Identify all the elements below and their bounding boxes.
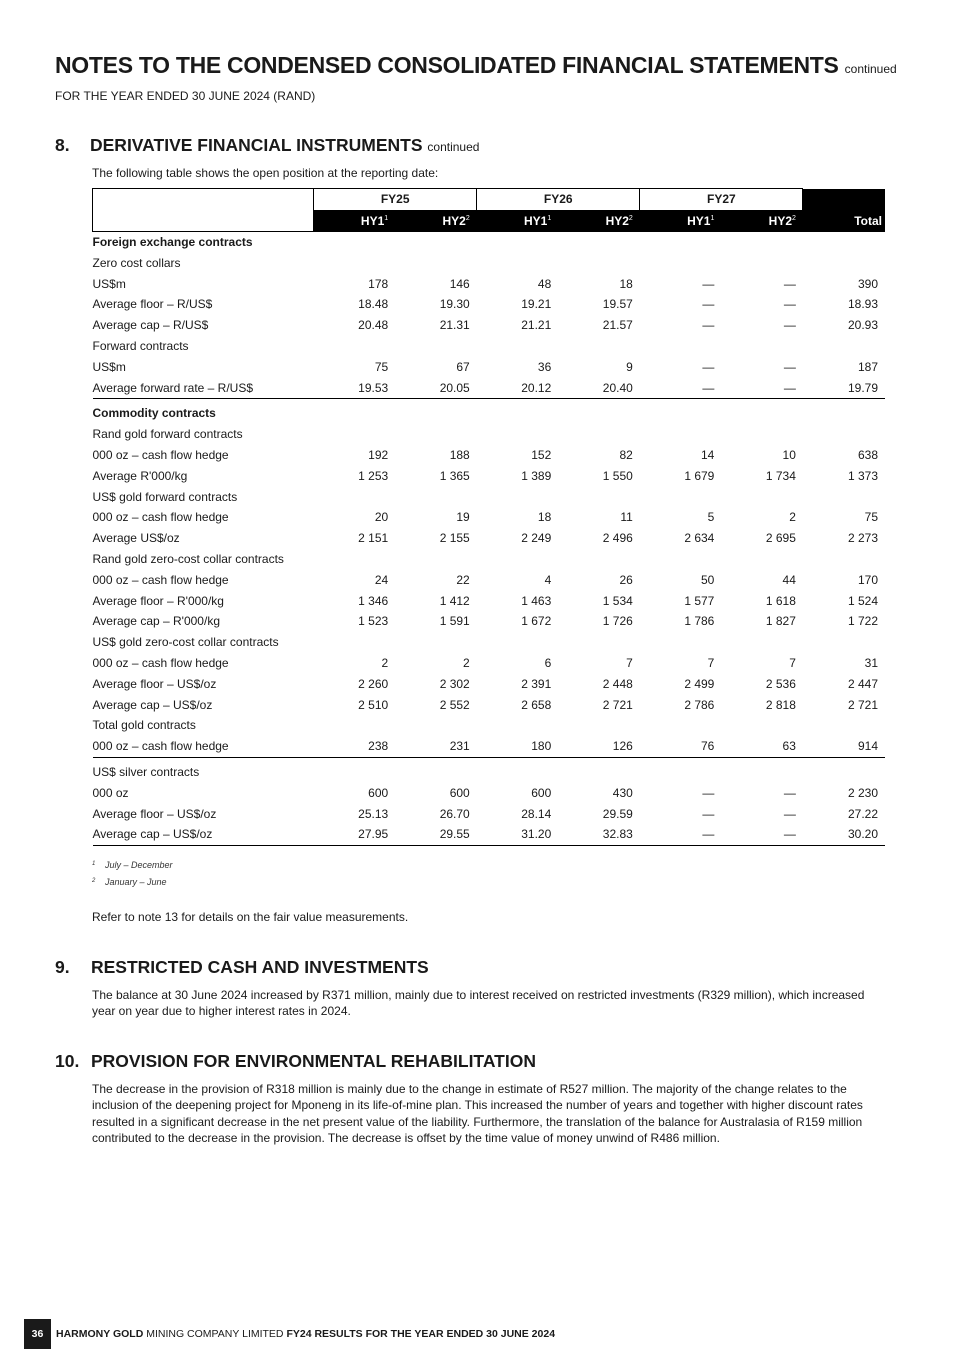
total-cell [803,399,885,424]
value-cell [558,632,640,653]
table-row [93,445,886,466]
table-row [93,783,886,804]
value-cell [477,715,559,736]
value-cell: 2 536 [765,676,796,691]
value-cell: 7 [707,656,715,671]
row-label: 000 oz [92,785,129,800]
value-cell: — [702,785,715,800]
value-cell: 1 365 [439,468,470,483]
table-row [93,466,886,487]
total-cell: 170 [857,572,878,587]
value-cell: 48 [537,276,552,291]
value-cell [721,424,803,445]
value-cell [314,253,396,274]
total-cell [803,715,885,736]
value-cell: 2 302 [439,676,470,691]
value-cell: 63 [721,736,803,757]
value-cell [721,336,803,357]
table-row [93,824,886,845]
row-label: Average floor – R/US$ [92,297,213,312]
value-cell [558,399,640,424]
value-cell [721,399,803,424]
value-cell: 1 253 [358,468,389,483]
table-row [93,549,886,570]
value-cell: 21.31 [439,318,470,333]
total-cell: 390 [857,276,878,291]
value-cell: 24 [374,572,389,587]
value-cell [395,715,477,736]
value-cell [640,758,722,783]
value-cell: 5 [707,510,715,525]
value-cell: 1 412 [439,593,470,608]
value-cell [477,232,559,253]
table-row [93,399,886,424]
value-cell: 2 496 [602,531,633,546]
value-cell: — [702,276,715,291]
value-cell: 36 [537,359,552,374]
table-row [93,378,886,399]
value-cell: 9 [626,359,633,374]
table-row [93,715,886,736]
total-cell: 2 273 [847,531,878,546]
value-cell: — [721,378,803,399]
value-cell: 2 260 [358,676,389,691]
row-label: US$ silver contracts [92,765,200,780]
value-cell: 2 [463,656,470,671]
total-cell [803,632,885,653]
value-cell [314,399,396,424]
value-cell: 126 [558,736,640,757]
value-cell: 2 552 [439,697,470,712]
header-blank-lower [93,210,314,231]
footer-text: HARMONY GOLD MINING COMPANY LIMITED FY24 RESULTS FOR THE YEAR ENDED 30 JUNE 2024 [56,1328,556,1340]
value-cell [314,715,396,736]
total-cell: 2 447 [847,676,878,691]
row-label: Average forward rate – R/US$ [93,378,314,399]
value-cell: 430 [612,785,633,800]
value-cell: 6 [544,656,552,671]
total-cell: 187 [857,359,878,374]
value-cell: 2 786 [684,697,715,712]
value-cell: 178 [368,276,389,291]
value-cell: 21.21 [521,318,552,333]
value-cell: 1 726 [602,614,633,629]
value-cell: 19.21 [521,297,552,312]
row-label: Average cap – US$/oz [92,697,213,712]
row-label: Rand gold forward contracts [92,427,243,442]
value-cell [477,399,559,424]
total-cell [803,487,885,508]
table-row [93,424,886,445]
value-cell [558,487,640,508]
value-cell: 1 389 [521,468,552,483]
total-header-top [803,189,885,211]
value-cell: — [783,318,796,333]
half-year-header: $HY2^2$ [558,210,640,231]
value-cell: 44 [782,572,796,587]
value-cell: 20 [374,510,389,525]
value-cell: 188 [449,448,470,463]
page-number: 36 [24,1319,51,1349]
total-cell: 31 [864,656,878,671]
value-cell [314,232,396,253]
total-cell [803,253,885,274]
value-cell: 2 695 [765,531,796,546]
value-cell: 25.13 [358,806,389,821]
row-label: Average R'000/kg [92,468,188,483]
total-cell: 2 230 [847,785,878,800]
value-cell: 18 [537,510,552,525]
value-cell: 2 634 [684,531,715,546]
value-cell: 2 [789,510,796,525]
value-cell: 26.70 [439,806,470,821]
value-cell: 31.20 [477,824,559,845]
value-cell: 2 151 [358,531,389,546]
total-cell: 27.22 [847,806,878,821]
total-cell: 20.93 [847,318,878,333]
half-year-header: $HY2^2$ [721,210,803,231]
value-cell: 2 510 [358,697,389,712]
value-cell: 82 [619,448,633,463]
table-row [93,232,886,253]
table-row [93,611,886,632]
value-cell: — [783,297,796,312]
value-cell [395,487,477,508]
value-cell: 600 [449,785,470,800]
value-cell: — [702,318,715,333]
value-cell: 18.48 [358,297,389,312]
value-cell: 11 [620,510,633,525]
value-cell: 19.53 [314,378,396,399]
value-cell: 19 [456,510,470,525]
row-label: US$ gold forward contracts [92,489,238,504]
value-cell: 1 550 [602,468,633,483]
value-cell: — [721,824,803,845]
value-cell [721,232,803,253]
row-label: Foreign exchange contracts [92,235,253,250]
value-cell: 1 618 [765,593,796,608]
value-cell [477,549,559,570]
value-cell: 1 463 [521,593,552,608]
value-cell: 2 658 [521,697,552,712]
page-title: NOTES TO THE CONDENSED CONSOLIDATED FINANCIAL STATEMENTS continued [55,52,897,78]
value-cell: 75 [374,359,389,374]
section-9-body: The balance at 30 June 2024 increased by R371 million, mainly due to interest received on restricted investments (R329 million), which increased year on year due to higher interest rates in 2024. [92,988,865,1019]
value-cell [395,336,477,357]
value-cell: 1 734 [765,468,796,483]
total-cell: 1 373 [847,468,878,483]
row-label: Average cap – R'000/kg [92,614,220,629]
value-cell: 1 577 [684,593,715,608]
value-cell [640,232,722,253]
table-row [93,632,886,653]
value-cell: 146 [449,276,470,291]
value-cell [477,253,559,274]
table-row [93,736,886,757]
total-cell: 914 [803,736,885,757]
table-row [93,674,886,695]
value-cell: 2 [381,656,389,671]
value-cell [395,253,477,274]
value-cell: 18 [619,276,633,291]
value-cell: — [783,276,796,291]
value-cell: 22 [456,572,470,587]
value-cell: 1 672 [521,614,552,629]
row-label: Total gold contracts [92,718,196,733]
row-label: 000 oz – cash flow hedge [93,736,314,757]
value-cell [558,253,640,274]
value-cell [721,487,803,508]
total-cell: 1 722 [847,614,878,629]
footnote-1: 1 July – December [92,860,173,870]
table-row [93,294,886,315]
value-cell: 2 155 [439,531,470,546]
value-cell [395,758,477,783]
value-cell: 1 786 [684,614,715,629]
value-cell [640,549,722,570]
row-label: Forward contracts [92,339,189,354]
half-year-header: $HY1^1$ [314,210,396,231]
value-cell: — [783,359,796,374]
value-cell: 2 818 [765,697,796,712]
value-cell [721,758,803,783]
value-cell: 20.05 [395,378,477,399]
table-row [93,315,886,336]
value-cell [314,487,396,508]
row-label: US$m [92,359,126,374]
row-label: Commodity contracts [92,406,216,421]
row-label: Zero cost collars [92,255,181,270]
total-cell: 75 [864,510,878,525]
value-cell [640,715,722,736]
value-cell [477,336,559,357]
value-cell: 600 [368,785,389,800]
value-cell [721,253,803,274]
value-cell: — [702,806,715,821]
value-cell [395,424,477,445]
total-cell: 19.79 [803,378,885,399]
value-cell [558,232,640,253]
half-year-header: $HY1^1$ [477,210,559,231]
value-cell [721,549,803,570]
value-cell: 28.14 [521,806,552,821]
value-cell: 4 [544,572,552,587]
value-cell [640,336,722,357]
value-cell [314,549,396,570]
table-row [93,591,886,612]
page-footer [24,1319,555,1349]
total-cell [803,424,885,445]
table-intro: The following table shows the open position at the reporting date: [92,166,439,180]
row-label: Average floor – R'000/kg [92,593,224,608]
total-cell: 30.20 [803,824,885,845]
value-cell [314,424,396,445]
row-label: 000 oz – cash flow hedge [92,510,229,525]
value-cell: 1 827 [765,614,796,629]
table-row [93,528,886,549]
value-cell: 2 448 [602,676,633,691]
table-row [93,804,886,825]
value-cell: 1 523 [358,614,389,629]
value-cell [395,549,477,570]
row-label: Average floor – US$/oz [92,676,217,691]
value-cell: — [640,378,722,399]
value-cell [640,424,722,445]
row-label: Average cap – US$/oz [93,824,314,845]
total-cell: 18.93 [847,297,878,312]
value-cell: 20.48 [358,318,389,333]
header-blank [93,189,314,211]
value-cell: 1 679 [684,468,715,483]
table-row [93,653,886,674]
page-subtitle: FOR THE YEAR ENDED 30 JUNE 2024 (RAND) [55,89,316,103]
fair-value-reference: Refer to note 13 for details on the fair value measurements. [92,910,409,924]
value-cell: 2 499 [684,676,715,691]
footnote-2: 2 January – June [92,877,167,887]
value-cell [477,424,559,445]
value-cell [558,715,640,736]
value-cell: 14 [701,448,715,463]
value-cell: 7 [789,656,796,671]
section-9-heading: 9. RESTRICTED CASH AND INVESTMENTS [55,957,429,977]
value-cell [477,632,559,653]
value-cell [477,487,559,508]
row-label: 000 oz – cash flow hedge [92,656,229,671]
value-cell: — [702,297,715,312]
value-cell: — [783,785,796,800]
total-header: Total [803,210,885,231]
value-cell: 180 [477,736,559,757]
row-label: Average floor – US$/oz [92,806,217,821]
value-cell: 20.12 [477,378,559,399]
value-cell [395,399,477,424]
table-row [93,357,886,378]
value-cell [558,549,640,570]
value-cell: 67 [456,359,470,374]
fy26-header: FY26 [477,189,640,211]
value-cell: 2 391 [521,676,552,691]
title-continued: continued [844,62,897,76]
value-cell: 238 [314,736,396,757]
table-row [93,274,886,295]
value-cell: 1 346 [358,593,389,608]
value-cell: 20.40 [558,378,640,399]
value-cell [640,632,722,653]
value-cell [314,758,396,783]
fy25-header: FY25 [314,189,477,211]
table-row [93,695,886,716]
derivative-positions-table [92,188,885,846]
value-cell [477,758,559,783]
row-label: Rand gold zero-cost collar contracts [92,552,284,567]
fy27-header: FY27 [640,189,803,211]
row-label: US$ gold zero-cost collar contracts [92,635,279,650]
value-cell: — [702,359,715,374]
value-cell: 21.57 [602,318,633,333]
value-cell [395,632,477,653]
total-cell: 2 721 [847,697,878,712]
value-cell: 152 [531,448,552,463]
half-year-header: $HY1^1$ [640,210,722,231]
section-10-body: The decrease in the provision of R318 million is mainly due to the change in estimate of R527 million. The majority of the change relates to the inclusion of the deepening project for Mponeng in its life-of-mine plan. This increased the number of years and together with higher discount rates resulted in a significant decrease in the net present value of the liability. Furthermore, the translation of the balance for Australasia of R159 million contributed to the decrease in the provision. The decrease is offset by the time value of money unwind of R486 million. [92,1082,863,1145]
value-cell: 19.57 [602,297,633,312]
value-cell: 1 591 [439,614,470,629]
value-cell: 1 534 [602,593,633,608]
value-cell [640,253,722,274]
row-label: 000 oz – cash flow hedge [92,448,229,463]
value-cell: — [783,806,796,821]
value-cell [640,487,722,508]
total-cell [803,758,885,783]
value-cell: 29.59 [602,806,633,821]
table-row [93,507,886,528]
value-cell: 10 [782,448,796,463]
row-label: Average US$/oz [92,531,180,546]
row-label: Average cap – R/US$ [92,318,209,333]
value-cell [558,424,640,445]
value-cell: 2 721 [602,697,633,712]
value-cell [558,758,640,783]
total-cell [803,336,885,357]
value-cell: 50 [701,572,715,587]
section-8-heading: 8. DERIVATIVE FINANCIAL INSTRUMENTS continued [55,135,480,155]
value-cell: 26 [619,572,633,587]
total-cell [803,549,885,570]
value-cell: — [640,824,722,845]
value-cell [314,336,396,357]
value-cell: 32.83 [558,824,640,845]
total-cell [803,232,885,253]
table-row [93,570,886,591]
value-cell [721,715,803,736]
table-row [93,253,886,274]
total-cell: 638 [857,448,878,463]
value-cell: 2 249 [521,531,552,546]
value-cell [558,336,640,357]
value-cell: 27.95 [314,824,396,845]
value-cell: 600 [531,785,552,800]
table-row [93,487,886,508]
value-cell: 231 [395,736,477,757]
value-cell [395,232,477,253]
total-cell: 1 524 [847,593,878,608]
value-cell: 7 [626,656,633,671]
value-cell: 76 [640,736,722,757]
section-8-continued: continued [427,140,480,154]
half-year-header: $HY2^2$ [395,210,477,231]
table-row [93,758,886,783]
section-10-heading: 10. PROVISION FOR ENVIRONMENTAL REHABILITATION [55,1051,536,1071]
row-label: 000 oz – cash flow hedge [92,572,229,587]
value-cell: 29.55 [395,824,477,845]
row-label: US$m [92,276,126,291]
table-row [93,336,886,357]
value-cell [640,399,722,424]
value-cell: 19.30 [439,297,470,312]
value-cell [314,632,396,653]
value-cell [721,632,803,653]
value-cell: 192 [368,448,389,463]
